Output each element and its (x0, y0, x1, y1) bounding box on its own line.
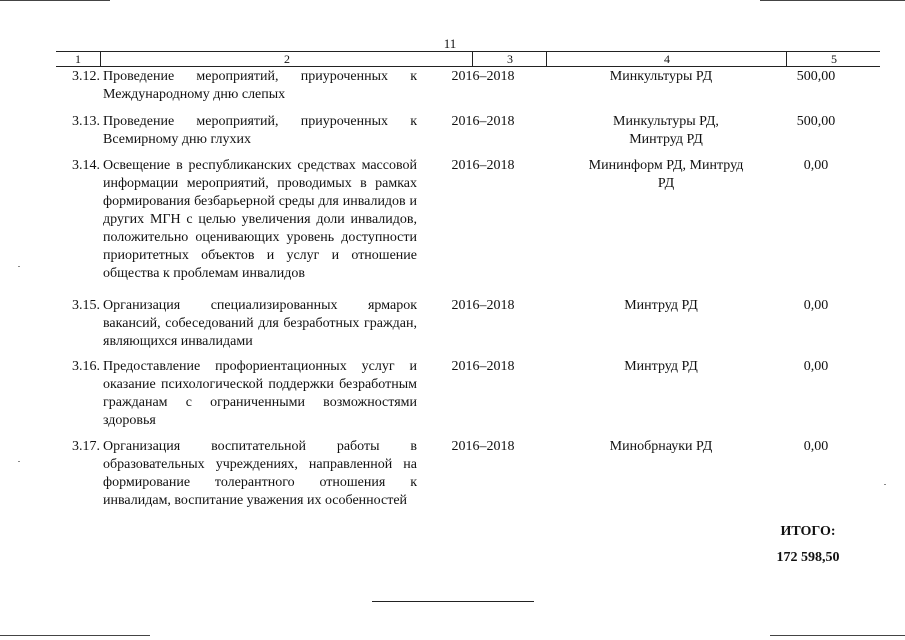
row-amount: 0,00 (803, 298, 829, 313)
scan-edge-bottom-left (0, 635, 150, 636)
table-header (56, 51, 880, 67)
scan-edge-bottom-right (770, 635, 905, 636)
row-years: 2016–2018 (451, 439, 515, 454)
column-header-1: 1 (75, 52, 81, 66)
row-number: 3.16. (72, 359, 100, 374)
column-header-3: 3 (472, 52, 547, 66)
total-value: 172 598,50 (776, 550, 840, 565)
end-rule (372, 601, 534, 602)
row-amount: 0,00 (803, 439, 829, 454)
page-number: 11 (443, 36, 457, 51)
row-number: 3.15. (72, 298, 100, 313)
row-number: 3.13. (72, 114, 100, 129)
row-amount: 0,00 (803, 158, 829, 173)
row-years: 2016–2018 (451, 359, 515, 374)
row-amount: 500,00 (796, 69, 836, 84)
column-header-4: 4 (546, 52, 787, 66)
column-header-5: 5 (786, 52, 881, 66)
scan-speck (884, 484, 886, 485)
row-years: 2016–2018 (451, 158, 515, 173)
row-number: 3.14. (72, 158, 100, 173)
row-years: 2016–2018 (451, 114, 515, 129)
row-description: Организация специализированных ярмарок вакансий, собеседований для безработных граждан, являющихся инвалидами (103, 298, 417, 349)
row-executor: Минтруд РД (624, 359, 698, 374)
row-executor: Минкультуры РД, Минтруд РД (613, 114, 719, 147)
row-years: 2016–2018 (451, 298, 515, 313)
row-number: 3.17. (72, 439, 100, 454)
total-label: ИТОГО: (780, 524, 836, 539)
row-description: Организация воспитательной работы в образовательных учреждениях, направленной на формирование толерантного отношения к инвалидам, воспитание уважения их особенностей (103, 439, 417, 508)
scan-edge-top-left (0, 0, 110, 1)
scan-speck (18, 461, 20, 462)
scan-speck (18, 266, 20, 267)
row-description: Освещение в республиканских средствах массовой информации мероприятий, проводимых в рамках формирования безбарьерной среды для инвалидов и других МГН с целью увеличения доли инвалидов, положительно оценивающих уровень доступности приоритетных объектов и услуг и отношение общества к проблемам инвалидов (103, 158, 417, 281)
row-amount: 0,00 (803, 359, 829, 374)
row-description: Проведение мероприятий, приуроченных к Международному дню слепых (103, 69, 417, 102)
row-number: 3.12. (72, 69, 100, 84)
row-executor: Минобрнауки РД (609, 439, 713, 454)
row-executor: Минкультуры РД (609, 69, 713, 84)
row-description: Проведение мероприятий, приуроченных к Всемирному дню глухих (103, 114, 417, 147)
scan-edge-top-right (760, 0, 905, 1)
row-years: 2016–2018 (451, 69, 515, 84)
row-executor: Мининформ РД, Минтруд РД (588, 158, 744, 191)
row-executor: Минтруд РД (624, 298, 698, 313)
row-amount: 500,00 (796, 114, 836, 129)
column-header-2: 2 (100, 52, 473, 66)
row-description: Предоставление профориентационных услуг и оказание психологической поддержки безработным гражданам с ограниченными возможностями здоровья (103, 359, 417, 428)
